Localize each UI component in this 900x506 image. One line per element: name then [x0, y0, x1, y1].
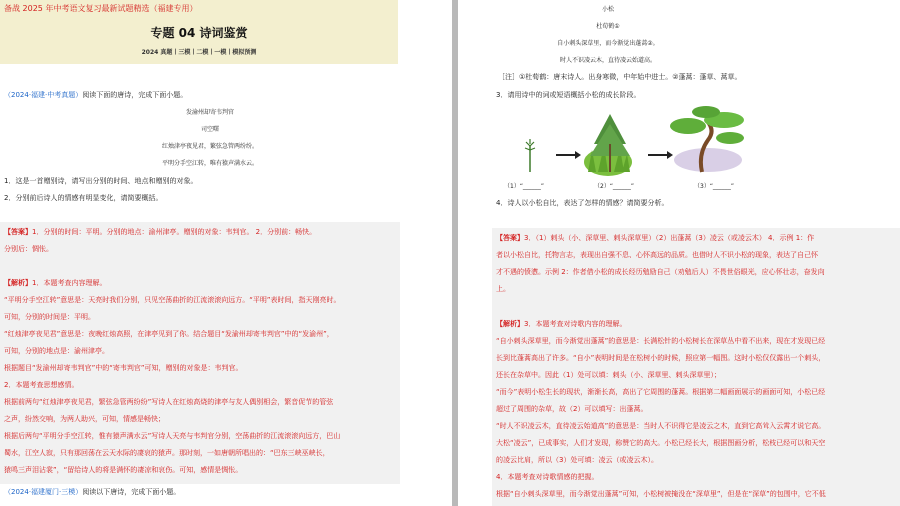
analysis2-line: 长到比蓬蒿高出了许多。“自小”表明时间是在松树小的时候，照应第一幅图。这时小松仅仅露出一个刺头， [496, 354, 826, 362]
analysis1-line: “平明分手空江转”意思是：天亮时我们分别，只见空荡曲折的江流滚滚向远方。“平明”表时间，指天刚亮时。 [4, 296, 341, 304]
analysis1-line: 蜀水，江空人寂，只有那回荡在云天水际的凄哀的猿声。那时刻，一如唐朝所唱出的：“巴东三峡巫峡长， [4, 449, 330, 457]
analysis1-line: 根据后两句“平明分手空江转，惟有猿声满水云”写诗人天亮与韦判官分别，空荡曲折的江流滚滚向远方，巴山 [4, 432, 341, 440]
analysis2-line: 还长在杂草中。因此（1）处可以填：刺头（小、深草里、刺头深草里）； [496, 371, 721, 379]
header-tag: 备战 2025 年中考语文复习最新试题精选（福建专用） [4, 4, 198, 13]
question4: 4．诗人以小松自比，表达了怎样的情感？请简要分析。 [496, 199, 669, 207]
poem1-line: 平明分手空江转，唯有猿声满水云。 [161, 160, 258, 167]
analysis2-label: 【解析】 [496, 320, 524, 328]
poem1-line: 红烛津亭夜见君，繁弦急管两纷纷。 [161, 143, 258, 150]
analysis2-line: 超过了周围的杂草，故（2）可以填写：出蓬蒿。 [496, 405, 648, 413]
blank-1: （1）“______” [504, 183, 545, 190]
question2-intro: 阅读以下唐诗，完成下面小题。 [82, 488, 181, 496]
answer2-line: 者以小松自比，托物言志，表现出自强不息、心怀高远的品质。也借时人不识小松的现象，表达了自己怀 [496, 251, 818, 259]
analysis1-line: 【解析】1．本题考查内容理解。 [4, 279, 107, 287]
analysis1-line: 之声，纷然交响，为两人助兴，可知，情感是畅快； [4, 415, 165, 423]
answer2-label: 【答案】 [496, 234, 524, 242]
seedling-figure [525, 139, 535, 172]
poem2-note: ［注］①杜荀鹤：唐末诗人。出身寒微，中年始中进士。②蓬蒿：蓬草、蒿草。 [498, 73, 742, 81]
analysis2-line: 【解析】3．本题考查对诗歌内容的理解。 [496, 320, 627, 328]
answer2-line: 上。 [496, 285, 510, 293]
arrow-1 [556, 154, 576, 156]
analysis2-line: 根据“自小刺头深草里，而今渐觉出蓬蒿”可知，小松树被掩没在“深草里”，但是在“深草”的包围中，它不低 [496, 490, 826, 498]
analysis1-line: 猿鸣三声泪沾裳”，“留给诗人的将是满怀的凄凉和哀伤。可知，感情是惆怅。 [4, 466, 243, 474]
analysis1-line: “红烛津亭夜见君”意思是：夜晚红烛高照，在津亭见到了你。结合题目“发渝州却寄韦判官”中的“发渝州”， [4, 330, 334, 338]
arrow-2 [648, 154, 668, 156]
question3: 3．请用诗中的词或短语概括小松的成长阶段。 [496, 91, 641, 99]
blank-3: （3）“______” [694, 183, 735, 190]
poem1-author: 司空曙 [200, 126, 219, 133]
analysis1-label: 【解析】 [4, 279, 32, 287]
analysis2-line: 4．本题考查对诗歌情感的把握。 [496, 473, 599, 481]
analysis2-line: “而今”表明小松生长的现状，渐渐长高，高出了它周围的蓬蒿。根据第二幅画面展示的画面可知，小松已经 [496, 388, 826, 396]
page-subtitle: 2024 真题丨三模丨二模丨一模丨模拟预测 [141, 49, 257, 56]
analysis1-line: 根据题目“发渝州却寄韦判官”中的“寄韦判官”可知，赠别的对象是：韦判官。 [4, 364, 243, 372]
poem2-title: 小松 [601, 6, 614, 13]
question1-item: 2．分别前后诗人的情感有明显变化，请简要概括。 [4, 194, 163, 202]
analysis1-line: 可知，分别的时间是：平明。 [4, 313, 95, 321]
answer1-line: 【答案】1．分别的时间：平明。分别的地点：渝州津亭。赠别的对象：韦判官。 2．分别前：畅快。 [4, 228, 317, 236]
answer2-line: 才不遇的愤懑。示例 2：作者借小松的成长经历勉励自己（劝勉后人）不畏世俗眼光，应心怀壮志，奋发向 [496, 268, 825, 276]
question1-item: 1．这是一首赠别诗，请写出分别的时间、地点和赠别的对象。 [4, 177, 198, 185]
analysis1-line: 2．本题考查思想感情。 [4, 381, 79, 389]
answer1-label: 【答案】 [4, 228, 32, 236]
analysis2-line: “自小刺头深草里，而今渐觉出蓬蒿”的意思是：长满松针的小松树长在深草丛中看不出来，现在才发现已经 [496, 337, 826, 345]
answer1-line: 分别后：惆怅。 [4, 245, 53, 253]
blank-2: （2）“______” [594, 183, 635, 190]
poem1-title: 发渝州却寄韦判官 [185, 109, 234, 116]
poem2-line: 自小刺头深草里，而今渐觉出蓬蒿②。 [557, 40, 659, 47]
question1-intro: 阅读下面的唐诗，完成下面小题。 [82, 91, 188, 99]
pine-growth-illustration [518, 104, 768, 178]
right-page [458, 0, 900, 506]
question1-source: （2024·福建·中考真题） [4, 91, 83, 99]
analysis2-line: “时人不识凌云木，直待凌云始道高”的意思是：当时人不识得它是凌云之木，直到它高耸入云霄才说它高。 [496, 422, 826, 430]
page-title: 专题 04 诗词鉴赏 [150, 26, 248, 40]
question2-source: （2024·福建厦门·三模） [4, 488, 83, 496]
grass-pine-figure [584, 114, 632, 176]
poem2-author: 杜荀鹤① [596, 23, 620, 30]
poem2-line: 时人不识凌云木，直待凌云始道高。 [559, 57, 656, 64]
analysis2-line: 的凌云比肩，所以（3）处可填：凌云（或凌云木）。 [496, 456, 658, 464]
question2-line [4, 488, 180, 497]
analysis2-line: 大松“凌云”，已成事实，人们才发现，称赞它的高大。小松已经长大，根据图画分析，松枝已经可以和天空 [496, 439, 826, 447]
analysis1-line: 根据前两句“红烛津亭夜见君，繁弦急管两纷纷”写诗人在红烛高烧的津亭与友人偶别相会，繁音促节的管弦 [4, 398, 334, 406]
analysis1-line: 可知，分别的地点是：渝州津亭。 [4, 347, 109, 355]
answer2-line: 【答案】3．（1）刺头（小、深草里、刺头深草里）（2）出蓬蒿（3）凌云（或凌云木） 4．示例 1：作 [496, 234, 815, 242]
question1-line [4, 91, 187, 100]
mature-pine-figure [670, 106, 744, 172]
